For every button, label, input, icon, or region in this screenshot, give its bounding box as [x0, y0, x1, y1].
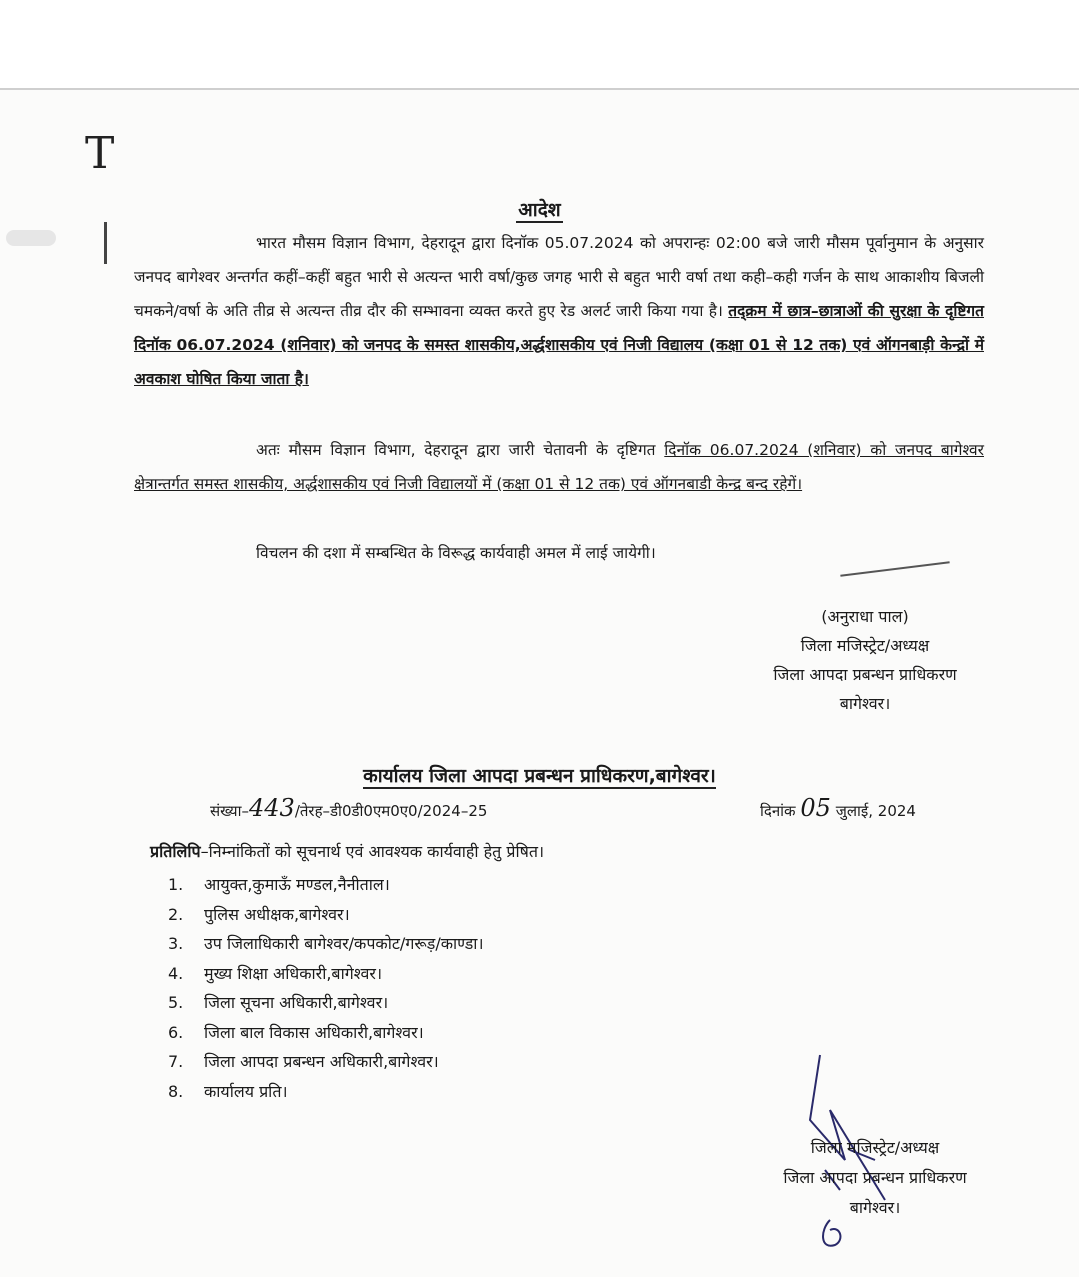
reference-date: दिनांक 05 जुलाई, 2024 — [760, 794, 916, 822]
order-title: आदेश — [518, 199, 561, 221]
signatory-authority-2: जिला आपदा प्रबन्धन प्राधिकरण — [783, 1168, 967, 1187]
list-item: 7. जिला आपदा प्रबन्धन अधिकारी,बागेश्वर। — [168, 1052, 439, 1071]
handwritten-day: 05 — [800, 794, 831, 822]
recipient-list — [168, 870, 484, 1106]
order-paragraph-3: विचलन की दशा में सम्बन्धित के विरूद्ध कार्यवाही अमल में लाई जायेगी। — [256, 544, 656, 562]
order-paragraph-1: भारत मौसम विज्ञान विभाग, देहरादून द्वारा दिनॉक 05.07.2024 को अपरान्हः 02:00 बजे जारी मौसम पूर्वानुमान के अनुसार जनपद बागेश्वर अन्तर्गत कहीं–कहीं बहुत भारी से अत्यन्त भारी वर्षा/कुछ जगह भारी से बहुत भारी वर्षा तथा कही–कही गर्जन के साथ आकाशीय बिजली चमकने/वर्षा के अति तीव्र से अत्यन्त तीव्र दौर की सम्भावना व्यक्त करते हुए रेड अलर्ट जारी किया गया है। तद्क्रम में छात्र–छात्राओं की सुरक्षा के दृष्टिगत दिनॉक 06.07.2024 (शनिवार) को जनपद के समस्त शासकीय,अर्द्धशासकीय एवं निजी विद्यालय (कक्षा 01 से 12 तक) एवं ऑगनबाड़ी केन्द्रों में अवकाश घोषित किया जाता है। — [134, 234, 984, 388]
signatory-designation: जिला मजिस्ट्रेट/अध्यक्ष — [800, 636, 930, 655]
handwritten-mark: T — [85, 128, 115, 179]
order-paragraph-2: अतः मौसम विज्ञान विभाग, देहरादून द्वारा जारी चेतावनी के दृष्टिगत दिनॉक 06.07.2024 (शनिवार) को जनपद बागेश्वर क्षेत्रान्तर्गत समस्त शासकीय, अर्द्धशासकीय एवं निजी विद्यालयों में (कक्षा 01 से 12 तक) एवं ऑगनबाडी केन्द्र बन्द रहेगें। — [134, 441, 984, 493]
list-item: 6. जिला बाल विकास अधिकारी,बागेश्वर। — [168, 1022, 424, 1042]
list-item: 4. मुख्य शिक्षा अधिकारी,बागेश्वर। — [168, 963, 383, 983]
list-item: 3. उप जिलाधिकारी बागेश्वर/कपकोट/गरूड़/काण्डा। — [168, 934, 484, 953]
signatory-name: (अनुराधा पाल) — [821, 607, 909, 626]
list-item: 1. आयुक्त,कुमाऊँ मण्डल,नैनीताल। — [168, 875, 390, 894]
holiday-declaration: तद्क्रम में छात्र–छात्राओं की सुरक्षा के दृष्टिगत दिनॉक 06.07.2024 (शनिवार) को जनपद के समस्त शासकीय,अर्द्धशासकीय एवं निजी विद्यालय (कक्षा 01 से 12 तक) एवं ऑगनबाड़ी केन्द्रों में अवकाश घोषित किया जाता है। — [134, 302, 984, 388]
scan-smudge — [6, 230, 56, 246]
closure-statement: दिनॉक 06.07.2024 (शनिवार) को जनपद बागेश्वर क्षेत्रान्तर्गत समस्त शासकीय, अर्द्धशासकीय एवं निजी विद्यालयों में (कक्षा 01 से 12 तक) एवं ऑगनबाडी केन्द्र बन्द रहेगें। — [134, 441, 984, 493]
signatory-block-2 — [745, 1133, 1005, 1223]
list-item: 5. जिला सूचना अधिकारी,बागेश्वर। — [168, 993, 389, 1012]
list-item: 8. कार्यालय प्रति। — [168, 1081, 288, 1101]
handwritten-number: 443 — [249, 794, 295, 822]
copy-to-line: प्रतिलिपि–निम्नांकितों को सूचनार्थ एवं आवश्यक कार्यवाही हेतु प्रेषित। — [150, 842, 545, 861]
signatory-place-2: बागेश्वर। — [849, 1198, 901, 1217]
signatory-designation-2: जिला मजिस्ट्रेट/अध्यक्ष — [810, 1138, 940, 1157]
margin-mark — [104, 222, 107, 264]
signatory-place: बागेश्वर। — [839, 694, 891, 713]
office-heading: कार्यालय जिला आपदा प्रबन्धन प्राधिकरण,बागेश्वर। — [363, 765, 716, 787]
reference-number: संख्या–443/तेरह–डी0डी0एम0ए0/2024–25 — [210, 794, 488, 822]
list-item: 2. पुलिस अधीक्षक,बागेश्वर। — [168, 904, 350, 924]
signatory-block — [735, 602, 995, 718]
signatory-authority: जिला आपदा प्रबन्धन प्राधिकरण — [773, 665, 957, 684]
